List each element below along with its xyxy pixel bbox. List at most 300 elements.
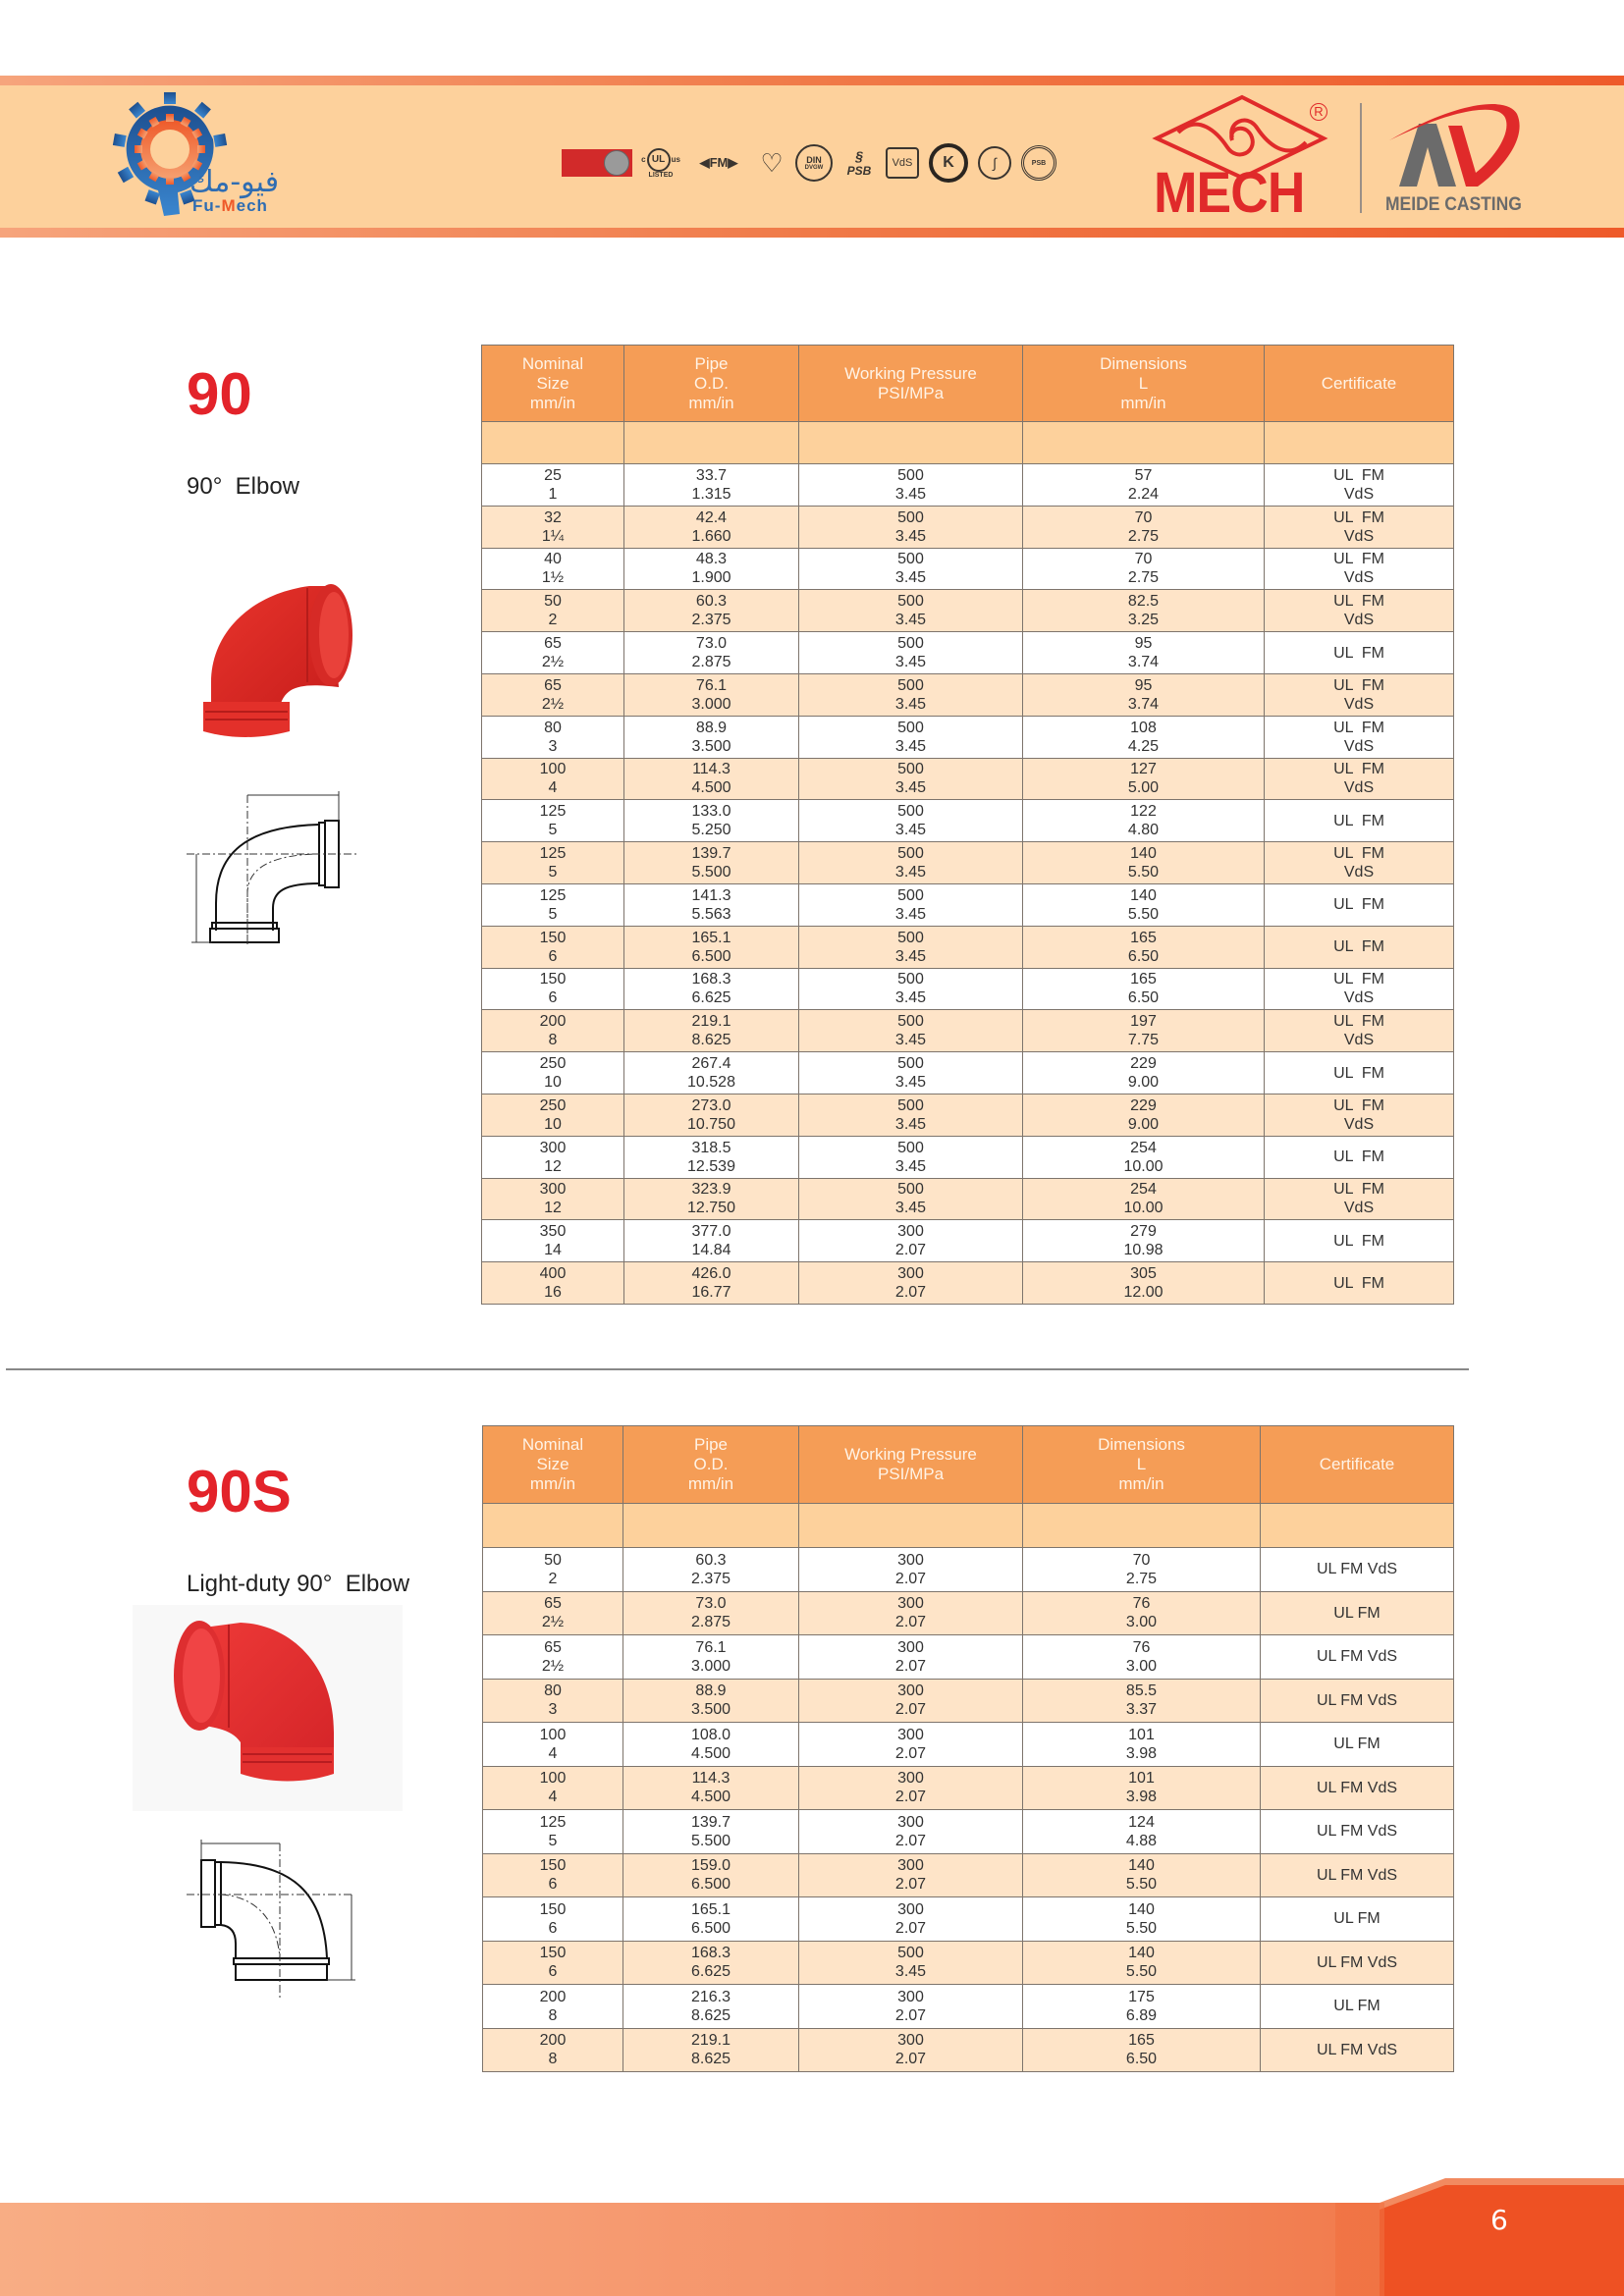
cell-dimension-l-value: 9.00: [1127, 1074, 1160, 1092]
cell-nominal-size-value: 2: [548, 612, 558, 629]
cell-nominal-size-value: 125: [539, 886, 567, 904]
cell-pipe-od: [623, 2028, 799, 2072]
table-row: [482, 968, 1454, 1010]
cell-dimension-l-value: 2.75: [1125, 1570, 1158, 1587]
spec-table-body: [482, 422, 1454, 1305]
logo-divider: [1360, 103, 1362, 213]
cell-dimension-l: [1023, 1178, 1265, 1220]
cell-dimension-l-value: 12.00: [1123, 1284, 1164, 1302]
cell-working-pressure-value: 3.45: [894, 1032, 927, 1049]
cell-working-pressure: [799, 464, 1023, 507]
cell-pipe-od-value: 6.500: [690, 1876, 731, 1894]
cell-pipe-od-value: 60.3: [695, 1551, 727, 1569]
product-name: 90° Elbow: [187, 473, 299, 500]
cell-certificate: [1265, 1262, 1454, 1305]
header-line: mm/in: [529, 1474, 576, 1493]
cell-pipe-od: [623, 1723, 799, 1767]
cell-nominal-size-value: 150: [539, 971, 567, 988]
cell-certificate-value: UL FM: [1333, 812, 1384, 829]
cell-nominal-size-value: 250: [539, 1055, 567, 1073]
col-header-certificate: [1265, 346, 1454, 422]
cell-certificate-value: UL FM: [1333, 719, 1384, 736]
table-row: [482, 1094, 1454, 1136]
cell-pipe-od-value: 8.625: [691, 1032, 731, 1049]
cell-dimension-l: [1023, 1810, 1261, 1854]
cell-pipe-od-value: 6.500: [690, 1919, 731, 1937]
cell-certificate: [1261, 1635, 1454, 1680]
cell-nominal-size-value: 50: [544, 593, 562, 611]
light-duty-elbow-photo-icon: [133, 1605, 403, 1811]
cell-working-pressure: [799, 1635, 1023, 1680]
cell-working-pressure-value: 3.45: [894, 1200, 927, 1217]
cell-working-pressure: [799, 1723, 1023, 1767]
cell-nominal-size: [482, 1220, 624, 1262]
cell-working-pressure-value: 2.07: [894, 1284, 927, 1302]
cell-pipe-od-value: 318.5: [691, 1139, 731, 1156]
din-label: DIN: [806, 155, 822, 165]
cell-nominal-size-value: 10: [544, 1115, 562, 1133]
cell-nominal-size-value: 8: [548, 2051, 558, 2068]
cell-dimension-l-value: 3.25: [1127, 612, 1160, 629]
table-row: [482, 632, 1454, 674]
cell-certificate-value: UL FM: [1333, 1064, 1384, 1082]
cell-working-pressure-value: 2.07: [894, 2006, 927, 2024]
cell-nominal-size-value: 32: [544, 508, 562, 526]
cell-nominal-size: [482, 1136, 624, 1178]
cell-pipe-od-value: 114.3: [692, 761, 731, 778]
cell-pipe-od-value: 14.84: [691, 1242, 731, 1259]
cell-working-pressure: [799, 842, 1023, 884]
cell-pipe-od: [624, 1010, 799, 1052]
cell-working-pressure-value: 2.07: [894, 1701, 927, 1719]
cell-certificate-value: VdS: [1343, 1032, 1375, 1049]
cell-certificate-value: VdS: [1343, 695, 1375, 713]
cell-working-pressure-value: 500: [897, 1055, 924, 1073]
cell-nominal-size-value: 25: [544, 466, 562, 484]
table-row: [482, 590, 1454, 632]
cell-working-pressure-value: 2.07: [894, 1832, 927, 1849]
cell-nominal-size-value: 50: [544, 1551, 562, 1569]
cell-certificate-value: VdS: [1343, 737, 1375, 755]
cell-working-pressure-value: 3.45: [894, 1157, 927, 1175]
header-line: mm/in: [529, 393, 576, 412]
header-line: Nominal: [521, 1435, 584, 1454]
cell-pipe-od: [624, 842, 799, 884]
cell-dimension-l-value: 85.5: [1125, 1682, 1158, 1700]
cell-dimension-l-value: 76: [1132, 1638, 1151, 1656]
table-row: [482, 1052, 1454, 1095]
cell-nominal-size-value: 1½: [541, 569, 565, 587]
cell-nominal-size-value: 65: [544, 1638, 562, 1656]
table-row: [482, 800, 1454, 842]
header-line: Working Pressure: [844, 1445, 977, 1464]
cell-working-pressure-value: 500: [897, 971, 924, 988]
cell-pipe-od-value: 267.4: [691, 1055, 731, 1073]
cell-certificate-value: VdS: [1343, 989, 1375, 1007]
cell-pipe-od: [623, 1635, 799, 1680]
col-header-nominal-size: [483, 1426, 623, 1504]
header-line: Dimensions: [1100, 353, 1187, 373]
cell-working-pressure-value: 2.07: [894, 1614, 927, 1631]
cell-pipe-od: [624, 1262, 799, 1305]
cell-nominal-size-value: 80: [544, 719, 562, 736]
fire-safety-icon: ∫: [978, 146, 1011, 180]
cell-dimension-l-value: 57: [1134, 466, 1153, 484]
cell-working-pressure-value: 500: [897, 803, 924, 821]
sg-cert-label: PSB: [1031, 159, 1047, 167]
cell-working-pressure: [799, 548, 1023, 590]
ul-label: UL: [647, 148, 671, 172]
cell-working-pressure-value: 3.45: [894, 737, 927, 755]
cell-nominal-size-value: 8: [548, 1032, 558, 1049]
cell-dimension-l: [1023, 1635, 1261, 1680]
cell-nominal-size: [482, 632, 624, 674]
cell-pipe-od-value: 114.3: [691, 1770, 731, 1788]
cell-dimension-l: [1023, 1679, 1261, 1723]
cell-dimension-l-value: 140: [1128, 1900, 1155, 1918]
cell-pipe-od-value: 76.1: [695, 1638, 727, 1656]
cell-dimension-l-value: 5.50: [1127, 905, 1160, 923]
cell-nominal-size: [483, 1591, 623, 1635]
fu-mech-arabic-name: فيو-مك: [189, 165, 280, 199]
cell-dimension-l-value: 3.74: [1127, 695, 1160, 713]
cell-certificate: [1265, 1094, 1454, 1136]
cell-nominal-size: [482, 800, 624, 842]
cell-working-pressure-value: 3.45: [894, 1963, 927, 1981]
cell-dimension-l-value: 122: [1130, 803, 1157, 821]
cell-working-pressure: [799, 1010, 1023, 1052]
cell-pipe-od-value: 3.500: [690, 1701, 731, 1719]
cell-pipe-od-value: 2.875: [690, 1614, 731, 1631]
cell-working-pressure-value: 500: [897, 1096, 924, 1114]
cell-nominal-size: [482, 758, 624, 800]
cell-pipe-od-value: 60.3: [695, 593, 728, 611]
cell-nominal-size: [482, 1052, 624, 1095]
cell-certificate-value: VdS: [1343, 527, 1375, 545]
cell-working-pressure-value: 3.45: [894, 654, 927, 671]
cell-pipe-od: [624, 926, 799, 968]
cell-dimension-l-value: 5.50: [1127, 864, 1160, 881]
cell-certificate-value: VdS: [1343, 1115, 1375, 1133]
cell-certificate: [1265, 1220, 1454, 1262]
cell-nominal-size-value: 3: [548, 1701, 558, 1719]
cell-working-pressure-value: 500: [897, 845, 924, 863]
table-row: [482, 506, 1454, 548]
cell-certificate: [1261, 1897, 1454, 1942]
cell-pipe-od-value: 4.500: [691, 779, 731, 797]
cell-working-pressure-value: 3.45: [894, 822, 927, 839]
cell-nominal-size-value: 200: [539, 1988, 567, 2005]
cell-nominal-size-value: 10: [544, 1074, 562, 1092]
cell-pipe-od-value: 6.625: [690, 1963, 731, 1981]
cell-nominal-size: [482, 968, 624, 1010]
col-header-pipe-od: [624, 346, 799, 422]
cell-working-pressure-value: 2.07: [894, 2051, 927, 2068]
cell-working-pressure-value: 300: [897, 1638, 924, 1656]
cell-nominal-size-value: 3: [548, 737, 558, 755]
table-row: [482, 548, 1454, 590]
cell-nominal-size-value: 2: [548, 1570, 558, 1587]
cell-certificate-value: UL FM: [1333, 1735, 1380, 1753]
cell-nominal-size-value: 300: [539, 1139, 567, 1156]
cell-pipe-od-value: 273.0: [691, 1096, 731, 1114]
cell-nominal-size-value: 4: [548, 1789, 558, 1806]
cell-certificate-value: UL FM: [1333, 896, 1384, 914]
cell-pipe-od-value: 10.750: [687, 1115, 735, 1133]
cell-dimension-l-value: 305: [1130, 1265, 1157, 1283]
cell-nominal-size-value: 150: [539, 1857, 567, 1875]
cell-dimension-l-value: 95: [1134, 676, 1153, 694]
cell-nominal-size-value: 14: [544, 1242, 562, 1259]
cell-dimension-l-value: 279: [1130, 1223, 1157, 1241]
cell-pipe-od-value: 4.500: [690, 1744, 731, 1762]
cell-dimension-l-value: 9.00: [1127, 1115, 1160, 1133]
cell-dimension-l-value: 6.50: [1127, 989, 1160, 1007]
cell-pipe-od-value: 133.0: [691, 803, 731, 821]
cell-dimension-l-value: 95: [1134, 635, 1153, 653]
cell-working-pressure-value: 300: [897, 1813, 924, 1831]
cell-pipe-od-value: 6.625: [691, 989, 731, 1007]
fu-mech-name-m: M: [221, 196, 237, 215]
cell-working-pressure-value: 3.45: [894, 612, 927, 629]
cell-certificate-value: VdS: [1343, 612, 1375, 629]
table-row: [483, 1985, 1454, 2029]
cell-working-pressure-value: 3.45: [894, 1074, 927, 1092]
din-dvgw-icon: [795, 144, 833, 182]
cell-pipe-od: [623, 1897, 799, 1942]
cell-nominal-size-value: 1¼: [541, 527, 565, 545]
cell-nominal-size: [482, 1262, 624, 1305]
header-line: PSI/MPa: [877, 1465, 945, 1483]
cell-working-pressure-value: 300: [897, 1770, 924, 1788]
cell-dimension-l-value: 70: [1134, 551, 1153, 568]
cell-working-pressure-value: 3.45: [894, 864, 927, 881]
cell-dimension-l: [1023, 1591, 1261, 1635]
cell-dimension-l-value: 3.37: [1125, 1701, 1158, 1719]
cell-nominal-size: [483, 1810, 623, 1854]
cell-certificate-value: UL FM VdS: [1316, 2041, 1398, 2058]
cell-dimension-l: [1023, 1136, 1265, 1178]
header-line: L: [1138, 373, 1149, 393]
cell-dimension-l: [1023, 800, 1265, 842]
cell-working-pressure: [799, 1136, 1023, 1178]
cell-certificate: [1265, 548, 1454, 590]
cell-dimension-l-value: 2.75: [1127, 569, 1160, 587]
cell-nominal-size: [483, 1635, 623, 1680]
cell-nominal-size-value: 16: [544, 1284, 562, 1302]
cell-nominal-size-value: 125: [539, 845, 567, 863]
cell-pipe-od: [623, 1853, 799, 1897]
cell-pipe-od-value: 139.7: [690, 1813, 731, 1831]
cell-pipe-od: [624, 716, 799, 758]
cell-pipe-od-value: 377.0: [691, 1223, 731, 1241]
cell-pipe-od: [624, 1052, 799, 1095]
cell-nominal-size: [482, 590, 624, 632]
cell-nominal-size: [483, 1679, 623, 1723]
cell-pipe-od: [624, 800, 799, 842]
cell-nominal-size-value: 65: [544, 676, 562, 694]
cell-nominal-size-value: 300: [539, 1181, 567, 1199]
cell-working-pressure-value: 3.45: [894, 485, 927, 503]
cell-pipe-od-value: 48.3: [695, 551, 728, 568]
cell-nominal-size-value: 65: [544, 635, 562, 653]
cell-pipe-od-value: 16.77: [691, 1284, 731, 1302]
cell-nominal-size: [482, 1010, 624, 1052]
cell-working-pressure-value: 2.07: [894, 1657, 927, 1675]
table-row: [482, 673, 1454, 716]
cell-dimension-l-value: 197: [1130, 1013, 1157, 1031]
cell-certificate: [1265, 758, 1454, 800]
cell-nominal-size: [483, 1941, 623, 1985]
cell-nominal-size-value: 150: [539, 929, 567, 946]
cell-nominal-size: [483, 1723, 623, 1767]
cell-working-pressure: [799, 1094, 1023, 1136]
cell-dimension-l: [1023, 968, 1265, 1010]
cell-nominal-size-value: 12: [544, 1200, 562, 1217]
cell-dimension-l: [1023, 1897, 1261, 1942]
cell-dimension-l-value: 3.98: [1125, 1744, 1158, 1762]
cell-pipe-od-value: 219.1: [690, 2032, 731, 2050]
registered-mark: R: [1310, 103, 1327, 121]
cell-certificate-value: UL FM: [1333, 551, 1384, 568]
ul-listed-icon: [642, 144, 679, 182]
cell-pipe-od-value: 168.3: [690, 1945, 731, 1962]
spec-table-90s: [482, 1425, 1454, 2072]
cell-working-pressure-value: 3.45: [894, 905, 927, 923]
header-line: Size: [536, 1455, 569, 1473]
cell-nominal-size: [482, 506, 624, 548]
cell-working-pressure: [799, 1591, 1023, 1635]
cell-dimension-l-value: 165: [1128, 2032, 1155, 2050]
cell-dimension-l-value: 165: [1130, 929, 1157, 946]
cell-working-pressure-value: 2.07: [894, 1242, 927, 1259]
cell-certificate-value: UL FM: [1333, 1096, 1384, 1114]
cell-certificate-value: UL FM: [1333, 644, 1384, 662]
cell-certificate-value: VdS: [1343, 779, 1375, 797]
cell-nominal-size-value: 5: [548, 822, 558, 839]
cell-working-pressure: [799, 968, 1023, 1010]
cell-pipe-od-value: 8.625: [690, 2006, 731, 2024]
cell-pipe-od-value: 1.315: [691, 485, 731, 503]
cell-certificate: [1261, 1941, 1454, 1985]
col-header-dimensions: [1023, 346, 1265, 422]
col-header-dimensions: [1023, 1426, 1261, 1504]
cell-working-pressure: [799, 673, 1023, 716]
cell-working-pressure: [799, 1810, 1023, 1854]
cell-nominal-size-value: 200: [539, 2032, 567, 2050]
cell-working-pressure-value: 300: [897, 1265, 924, 1283]
cell-working-pressure-value: 300: [897, 1900, 924, 1918]
cell-pipe-od: [623, 1985, 799, 2029]
cell-pipe-od-value: 10.528: [687, 1074, 735, 1092]
cell-working-pressure-value: 500: [897, 1945, 924, 1962]
cell-working-pressure: [799, 2028, 1023, 2072]
cell-pipe-od-value: 88.9: [695, 719, 728, 736]
cell-dimension-l-value: 6.50: [1125, 2051, 1158, 2068]
cell-pipe-od-value: 33.7: [695, 466, 728, 484]
cell-dimension-l: [1023, 464, 1265, 507]
header-line: mm/in: [1120, 393, 1166, 412]
cell-pipe-od: [624, 548, 799, 590]
cell-dimension-l: [1023, 716, 1265, 758]
certification-logos: [562, 140, 1056, 186]
cell-pipe-od: [624, 1178, 799, 1220]
col-header-working-pressure: [799, 346, 1023, 422]
product-code: 90S: [187, 1459, 292, 1524]
cell-certificate-value: VdS: [1343, 864, 1375, 881]
cell-pipe-od-value: 5.500: [691, 864, 731, 881]
cell-working-pressure-value: 300: [897, 1682, 924, 1700]
ul-listed-label: LISTED: [648, 171, 674, 179]
cell-nominal-size-value: 2½: [541, 1614, 565, 1631]
table-row: [482, 883, 1454, 926]
cell-nominal-size: [483, 1853, 623, 1897]
table-row: [483, 1897, 1454, 1942]
cell-nominal-size: [482, 464, 624, 507]
cell-working-pressure-value: 300: [897, 1857, 924, 1875]
cell-certificate: [1265, 800, 1454, 842]
cell-dimension-l: [1023, 1853, 1261, 1897]
cell-dimension-l: [1023, 673, 1265, 716]
cell-pipe-od: [624, 464, 799, 507]
cell-dimension-l: [1023, 1941, 1261, 1985]
spec-table-body: [483, 1504, 1454, 2072]
cell-nominal-size-value: 2½: [541, 1657, 565, 1675]
cell-working-pressure: [799, 1548, 1023, 1592]
cell-dimension-l-value: 3.00: [1125, 1614, 1158, 1631]
table-row: [482, 1010, 1454, 1052]
cell-pipe-od-value: 1.660: [691, 527, 731, 545]
cell-dimension-l-value: 140: [1130, 845, 1157, 863]
cell-nominal-size-value: 350: [539, 1223, 567, 1241]
cell-nominal-size-value: 100: [539, 1770, 567, 1788]
header-line: mm/in: [687, 1474, 734, 1493]
table-row: [483, 2028, 1454, 2072]
cell-dimension-l-value: 254: [1130, 1181, 1157, 1199]
table-row: [482, 1136, 1454, 1178]
cell-dimension-l-value: 76: [1132, 1595, 1151, 1613]
cell-working-pressure-value: 3.45: [894, 695, 927, 713]
cell-certificate: [1265, 1178, 1454, 1220]
cell-pipe-od-value: 165.1: [690, 1900, 731, 1918]
cell-working-pressure: [799, 1178, 1023, 1220]
cell-working-pressure: [799, 590, 1023, 632]
spec-table-90: [481, 345, 1454, 1305]
product-code: 90: [187, 361, 252, 427]
cell-certificate: [1261, 1853, 1454, 1897]
cell-nominal-size: [482, 926, 624, 968]
cell-pipe-od-value: 12.539: [687, 1157, 735, 1175]
meide-casting-text: MEIDE CASTING: [1385, 194, 1522, 215]
meide-casting-logo-icon: [1380, 96, 1532, 192]
vds-icon: VdS: [886, 147, 919, 179]
cell-pipe-od: [624, 673, 799, 716]
cell-pipe-od: [624, 883, 799, 926]
cell-pipe-od-value: 2.375: [690, 1570, 731, 1587]
cell-pipe-od-value: 2.375: [691, 612, 731, 629]
cell-certificate: [1261, 2028, 1454, 2072]
cell-dimension-l-value: 70: [1134, 508, 1153, 526]
cell-pipe-od: [624, 632, 799, 674]
cell-working-pressure: [799, 883, 1023, 926]
cell-pipe-od-value: 73.0: [695, 635, 728, 653]
header-spacer-row: [482, 422, 1454, 464]
cell-certificate: [1265, 1052, 1454, 1095]
table-row: [483, 1635, 1454, 1680]
cell-working-pressure: [799, 758, 1023, 800]
cell-pipe-od: [624, 968, 799, 1010]
kc-icon: K: [929, 143, 968, 183]
